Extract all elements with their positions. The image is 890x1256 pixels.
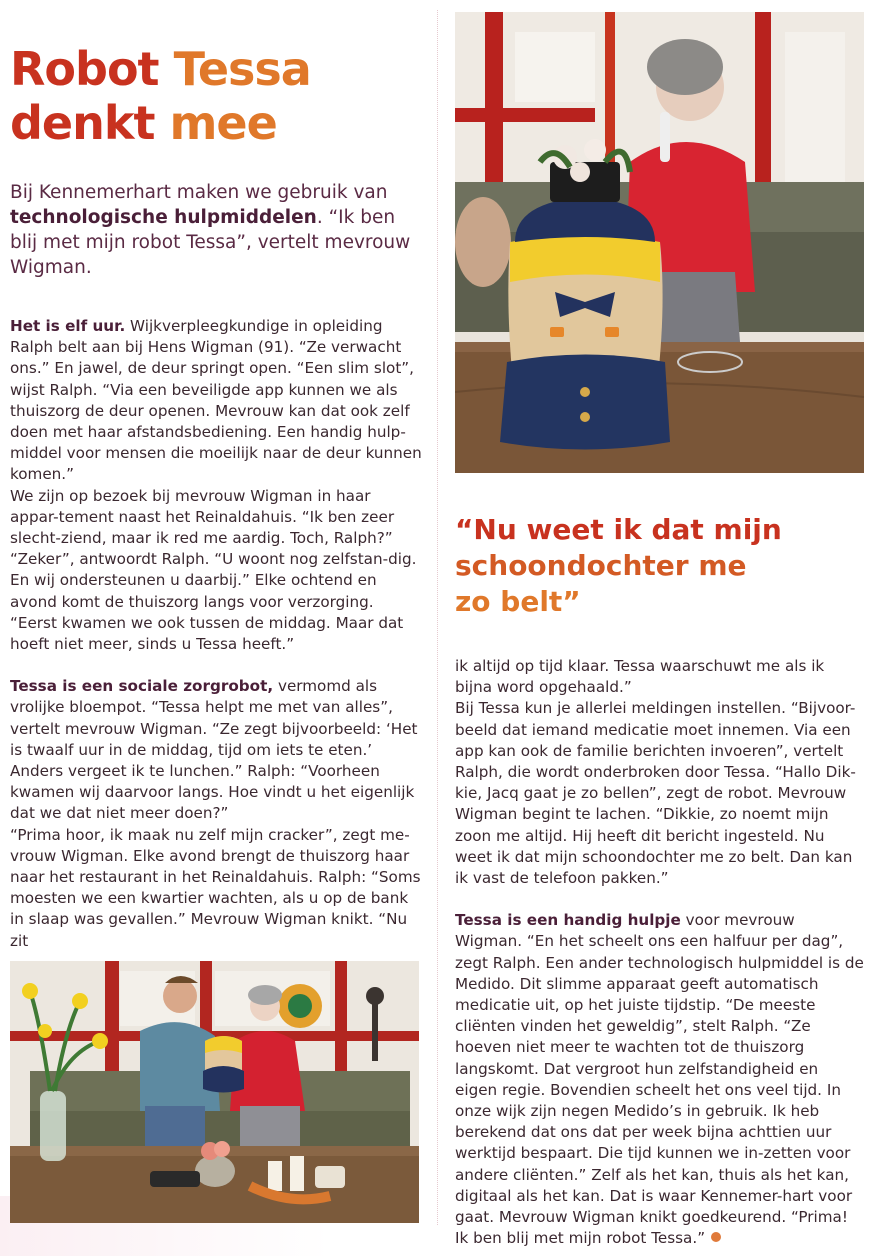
paragraph: Tessa is een handig hulpje voor mevrouw Wigman. “En het scheelt ons een halfuur per dag”, zegt Ralph. Een ander technologisch hulpmiddel is de Medido. Dit slimme apparaat geeft automatisch medicatie uit, op het juiste tijdstip. “De meeste cliënten vinden het geweldig”, stelt Ralph. “Ze hoeven niet meer te wachten tot de thuiszorg langskomt. Dat vergroot hun zelfstandigheid en eigen regie. Bovendien scheelt het ons veel tijd. In onze wijk zijn negen Medido’s in gebruik. Ik heb berekend dat ons dat per week bijna achttien uur werktijd bespaart. Die tijd kunnen we in-zetten voor andere cliënten.” Zelf als het kan, thuis als het kan, digitaal als het kan. Dat is waar Kennemer-hart voor gaat. Mevrouw Wigman knikt goedkeurend. “Prima! Ik ben blij met mijn robot Tessa.” (455, 911, 864, 1248)
paragraph: Tessa is een sociale zorgrobot, vermomd als vrolijke bloempot. “Tessa helpt me met van alles”, vertelt mevrouw Wigman. “Ze zegt bijvoorbeeld: ‘Het is twaalf uur in de middag, tijd om iets te eten.’ Anders vergeet ik te lunchen.” Ralph: “Voorheen kwamen wij daarvoor langs. Hoe vindt u het eigenlijk dat we dat niet meer doen?” (10, 677, 418, 823)
title-line-1: Robot Tessa (10, 42, 311, 96)
paragraph: Het is elf uur. Wijkverpleegkundige in opleiding Ralph belt aan bij Hens Wigman (91). “Ze verwacht ons.” En jawel, de deur springt open. “Een slim slot”, wijst Ralph. “Via een beveiligde app kunnen we als thuiszorg de deur openen. Mevrouw kan dat ook zelf doen met haar afstandsbediening. Een handig hulp-middel voor mensen die moeilijk naar de deur kunnen komen.” (10, 317, 422, 484)
intro-bold: technologische hulpmiddelen (10, 207, 317, 228)
article-intro: Bij Kennemerhart maken we gebruik van technologische hulpmiddelen. “Ik ben blij met mijn robot Tessa”, vertelt mevrouw Wigman. (10, 182, 411, 278)
paragraph: ik altijd op tijd klaar. Tessa waarschuwt me als ik bijna word opgehaald.” (455, 657, 825, 697)
paragraph: Bij Tessa kun je allerlei meldingen instellen. “Bijvoor-beeld dat iemand medicatie moet innemen. Via een app kan ook de familie berichten invoeren”, vertelt Ralph, die wordt onderbroken door Tessa. “Hallo Dik-kie, Jacq gaat je zo bellen”, zegt de robot. Mevrouw Wigman begint te lachen. “Dikkie, zo noemt mijn zoon me altijd. Hij heeft dit bericht ingesteld. Nu weet ik dat mijn schoondochter me zo belt. Dan kan ik vast de telefoon pakken.” (455, 699, 856, 888)
title-line-2: denkt mee (10, 96, 277, 150)
end-of-article-dot (711, 1232, 721, 1242)
right-body-column (455, 656, 865, 1249)
pull-quote: “Nu weet ik dat mijn schoondochter me zo belt” (455, 513, 782, 618)
robot-tessa-photo (455, 12, 864, 473)
ralph-and-mrs-wigman-photo (10, 961, 419, 1223)
paragraph: “Prima hoor, ik maak nu zelf mijn cracker”, zegt me-vrouw Wigman. Elke avond brengt de thuiszorg haar naar het restaurant in het Reinaldahuis. Ralph: “Soms moesten we een kwartier wachten, als u op de bank in slaap was gevallen.” Mevrouw Wigman knikt. “Nu zit (10, 825, 421, 950)
left-body-column (10, 316, 422, 952)
column-divider (437, 10, 438, 1225)
paragraph: “Zeker”, antwoordt Ralph. “U woont nog zelfstan-dig. En wij ondersteunen u daarbij.” Elke ochtend en avond komt de thuiszorg langs voor verzorging. “Eerst kwamen we ook tussen de middag. Maar dat hoeft niet meer, sinds u Tessa heeft.” (10, 550, 417, 654)
paragraph: We zijn op bezoek bij mevrouw Wigman in haar appar-tement naast het Reinaldahuis. “Ik ben zeer slecht-ziend, maar ik red me aardig. Toch, Ralph?” (10, 486, 395, 548)
article-title (10, 42, 311, 150)
